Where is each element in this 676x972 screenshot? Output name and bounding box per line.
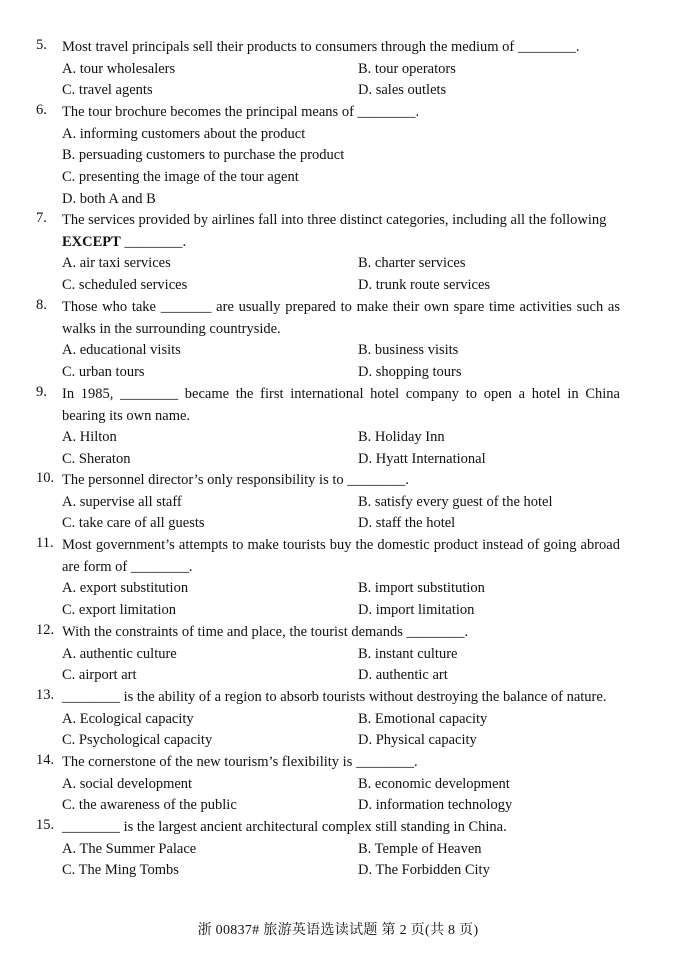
option-c: C. The Ming Tombs — [62, 862, 179, 879]
options-list — [62, 492, 620, 535]
question-number: 15. — [36, 817, 55, 833]
option-a: A. social development — [62, 775, 193, 792]
options-list — [62, 427, 620, 470]
options-list — [62, 340, 620, 383]
option-b: B. Temple of Heaven — [358, 840, 482, 857]
option-b: B. charter services — [358, 255, 466, 271]
option-d: D. Hyatt International — [358, 450, 486, 467]
stem-text: ________ is the ability of a region to absorb tourists without destroying the balance of nature. — [62, 689, 607, 705]
option-a: A. informing customers about the product — [62, 125, 306, 142]
option-c: C. urban tours — [62, 363, 145, 380]
option-c: C. Sheraton — [62, 450, 131, 467]
option-b: B. import substitution — [358, 580, 485, 596]
stem-text: Most government’s attempts to make tourists buy the domestic product instead of going abroad are form of ________. — [62, 537, 620, 575]
stem-text: The services provided by airlines fall into three distinct categories, including all the following — [62, 212, 607, 228]
stem-text: ________ is the largest ancient architectural complex still standing in China. — [62, 819, 507, 835]
stem-emphasis: EXCEPT — [62, 233, 121, 250]
option-c: C. take care of all guests — [62, 515, 205, 532]
option-c: C. travel agents — [62, 82, 153, 99]
option-b: B. satisfy every guest of the hotel — [358, 493, 553, 510]
option-a: A. export substitution — [62, 580, 189, 596]
question-stem — [62, 752, 620, 774]
options-list — [62, 709, 620, 752]
option-c: C. scheduled services — [62, 276, 188, 293]
page-footer: 浙 00837# 旅游英语选读试题 第 2 页(共 8 页) — [197, 923, 479, 938]
question-6 — [36, 102, 620, 210]
question-stem — [62, 817, 620, 839]
question-number: 6. — [36, 102, 47, 118]
stem-text: ________. — [120, 233, 187, 250]
option-a: A. The Summer Palace — [62, 840, 197, 857]
question-13 — [36, 687, 620, 752]
option-d: D. The Forbidden City — [358, 862, 490, 879]
question-stem — [62, 535, 620, 578]
question-9 — [36, 384, 620, 470]
question-5 — [36, 37, 620, 102]
stem-text: The tour brochure becomes the principal means of ________. — [62, 104, 420, 120]
option-a: A. Ecological capacity — [62, 710, 194, 727]
options-list — [62, 578, 620, 621]
option-b: B. Emotional capacity — [358, 710, 488, 727]
option-b: B. business visits — [358, 342, 459, 358]
options-list — [62, 253, 620, 296]
option-a: A. supervise all staff — [62, 493, 182, 510]
question-stem — [62, 297, 620, 340]
option-b: B. tour operators — [358, 60, 456, 77]
option-d: D. staff the hotel — [358, 515, 456, 532]
option-d: D. import limitation — [358, 601, 475, 618]
question-14 — [36, 752, 620, 817]
option-a: A. air taxi services — [62, 255, 171, 271]
question-8 — [36, 297, 620, 383]
option-b: B. economic development — [358, 775, 510, 792]
options-list — [62, 124, 620, 211]
question-stem — [62, 102, 620, 124]
stem-text: With the constraints of time and place, the tourist demands ________. — [62, 624, 469, 640]
option-c: C. Psychological capacity — [62, 732, 213, 749]
question-7 — [36, 210, 620, 296]
option-c: C. presenting the image of the tour agent — [62, 168, 299, 185]
stem-text: In 1985, ________ became the first international hotel company to open a hotel in China bearing its own name. — [62, 386, 620, 424]
question-11 — [36, 535, 620, 621]
question-number: 7. — [36, 210, 47, 226]
question-number: 12. — [36, 622, 55, 638]
option-d: D. authentic art — [358, 667, 448, 684]
question-10 — [36, 470, 620, 535]
option-d: D. both A and B — [62, 190, 156, 207]
question-number: 8. — [36, 297, 47, 313]
option-b: B. persuading customers to purchase the product — [62, 147, 345, 164]
stem-text: Most travel principals sell their products to consumers through the medium of ________. — [62, 39, 580, 55]
stem-text: The cornerstone of the new tourism’s flexibility is ________. — [62, 754, 418, 770]
question-number: 13. — [36, 687, 55, 703]
option-a: A. tour wholesalers — [62, 60, 176, 77]
stem-text: Those who take _______ are usually prepared to make their own spare time activities such as walks in the surrounding countryside. — [62, 299, 620, 337]
question-number: 5. — [36, 37, 47, 53]
option-d: D. Physical capacity — [358, 732, 477, 749]
options-list — [62, 774, 620, 817]
option-a: A. Hilton — [62, 429, 117, 445]
question-number: 11. — [36, 535, 54, 551]
option-c: C. the awareness of the public — [62, 797, 237, 814]
question-stem — [62, 470, 620, 492]
question-number: 9. — [36, 384, 47, 400]
option-b: B. Holiday Inn — [358, 429, 445, 445]
question-stem — [62, 37, 620, 59]
option-c: C. export limitation — [62, 601, 176, 618]
option-a: A. educational visits — [62, 342, 181, 358]
options-list — [62, 839, 620, 882]
question-12 — [36, 622, 620, 687]
options-list — [62, 644, 620, 687]
option-d: D. shopping tours — [358, 363, 462, 380]
question-number: 14. — [36, 752, 55, 768]
question-stem — [62, 210, 620, 253]
option-d: D. sales outlets — [358, 82, 447, 99]
option-c: C. airport art — [62, 667, 137, 684]
option-b: B. instant culture — [358, 645, 458, 662]
options-list — [62, 59, 620, 102]
option-d: D. information technology — [358, 797, 513, 814]
question-stem — [62, 622, 620, 644]
question-15 — [36, 817, 620, 882]
question-stem — [62, 687, 620, 709]
option-d: D. trunk route services — [358, 276, 491, 293]
question-number: 10. — [36, 470, 55, 486]
question-stem — [62, 384, 620, 427]
stem-text: The personnel director’s only responsibility is to ________. — [62, 472, 409, 488]
option-a: A. authentic culture — [62, 645, 177, 662]
